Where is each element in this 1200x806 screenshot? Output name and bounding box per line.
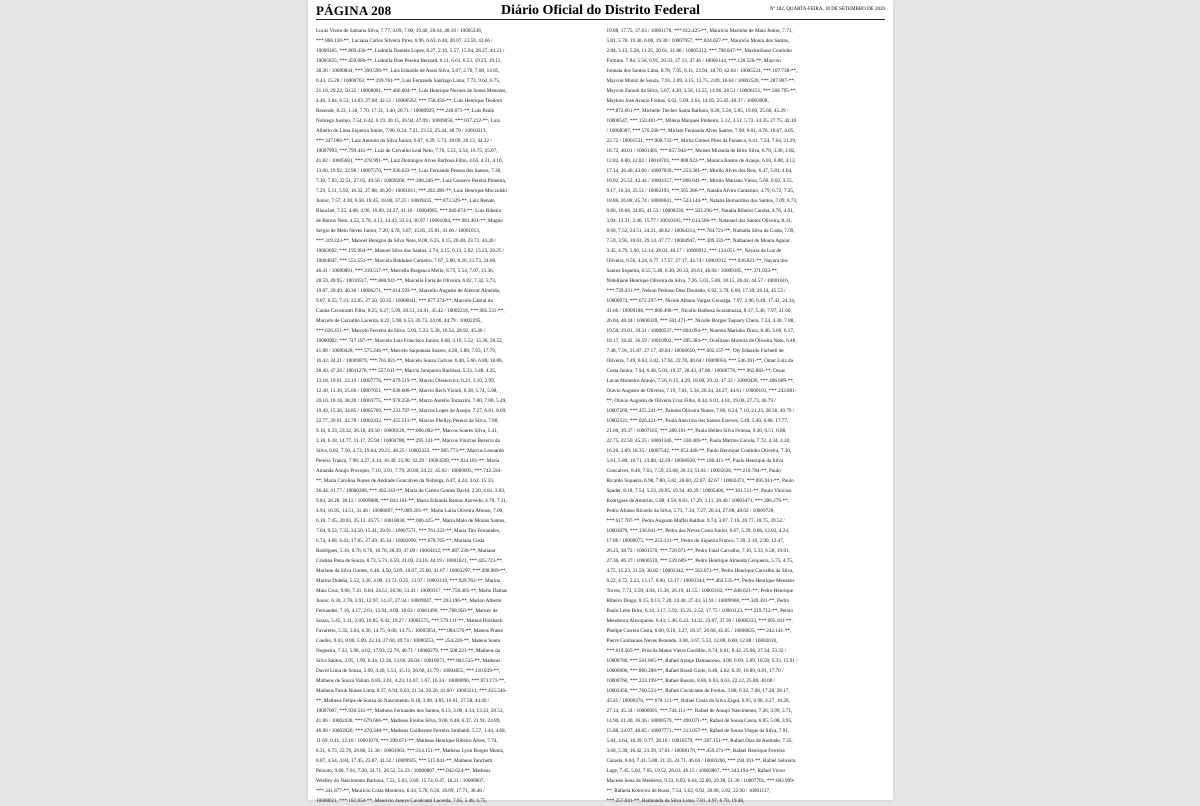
text-line: 3.68, 5.39, 16.42, 21.39, 37.81 / 10008176, ***.459.271-**, Rafael Henrique Ferreira [606, 748, 785, 754]
text-line: Phelipe Correia Costa, 6.00, 9.10, 3.27, 18.37, 26.68, 45.05 / 10008825, ***.242.141-**, [606, 628, 792, 634]
text-line: 7.30, 7.83, 22.51, 27.05, 49.56 / 10009260, ***.208.246-**, Luiz Gustavo Pereira Pimenta, [316, 178, 507, 184]
text-line: 19.87, 20.49, 40.36 / 10006271, ***.614.593-**, Marcello Augusto de Alencar Almeida, [316, 288, 501, 294]
text-line: Jonnata dos Santos Lima, 8.78, 7.05, 8.11, 23.94, 18.70, 42.64 / 10005524, ***.107.738-**, [606, 68, 798, 74]
text-line: Nobrega Justino, 7.54, 6.42, 6.19, 20.15, 26.94, 47.09 / 10009058, ***.037.212-**, Luiz [316, 118, 501, 124]
text-line: 17.14, 26.46, 43.60 / 10007039, ***.253.381-**, Murilo Alves dos Reis, 6.47, 5.81, 4.64, [606, 168, 793, 174]
text-line: 22.72 / 10001531, ***.908.733-**, Mirna Gomes Pires da Fonseca, 6.41, 7.24, 7.64, 21.29, [606, 138, 797, 144]
text-line: 10007007, ***.930.541-**, Matheus Fernandes dos Santos, 6.13, 3.06, 4.14, 13.33, 28.53, [316, 708, 504, 714]
text-line: Maycon Zanoni da Silva, 5.67, 4.30, 3.58, 13.55, 14.96, 28.51 / 10006151, ***.568.795-**, [606, 88, 797, 94]
text-line: 10006974, ***.672.297-**, Nicole Albano Vargas Gonzaga, 7.97, 2.96, 6.49, 17.42, 24.24, [606, 298, 796, 304]
text-line: ***.347.086-**, Luiz Antonio da Silva Junior, 6.07, 6.29, 5.73, 18.09, 26.13, 44.22 / [316, 138, 492, 144]
text-line: Maykon Jose Araujo Freitas, 6.62, 5.69, 2.64, 14.95, 25.42, 40.37 / 10003008, [606, 98, 769, 104]
text-line: 22.77, 20.01, 42.78 / 10002432, ***.455.511-**, Marcos Phellyp Pereira da Silva, 7.80, [316, 418, 499, 424]
text-line: 28.40, 47.26 / 10011270, ***.557.611-**, Marcio Junqueira Buritisal, 5.33, 3.48, 4.35, [316, 368, 497, 374]
text-line: Torres, 7.73, 3.59, 4.04, 15.36, 26.19, 41.55 / 10003162, ***.848.621-**, Pedro Henrique [606, 588, 794, 594]
text-line: ***.319.223-**, Manoel Benigno da Silva Neto, 8.08, 6.25, 6.15, 20.48, 23.72, 44.20 / [316, 238, 497, 244]
text-line: Nidelliane Henrique Oliveira da Silva, 7.26, 5.03, 5.86, 18.15, 26.42, 44.57 / 10001616, [606, 278, 790, 284]
text-line: 26.25, 38.72 / 10001570, ***.728.071-**, Pedro Faial Carvalho, 7.10, 5.33, 6.58, 19.01, [606, 548, 790, 554]
text-line: 8.68, 7.52, 24.51, 24.31, 48.82 / 10004314, ***.784.721-**, Nathalia Silva da Costa, 7.09, [606, 228, 795, 234]
text-line: 46.80 / 10002020, ***.470.248-**, Matheus Guilherme Ferreira Smibaldi, 5.57, 1.44, 4.68, [316, 728, 506, 734]
text-line: 16.26, 2.09, 18.35 / 10007542, ***.052.446-**, Paulo Henrique Coutinho Oliveira, 7.30, [606, 448, 792, 454]
text-line: 0.43, 15.28 / 10000763, ***.399.761-**, Luis Fernando Santiago Lima, 7.73, 9.62, 6.75, [316, 78, 501, 84]
text-line: 6.18, 7.45, 20.63, 25.12, 45.75 / 10010838, ***.006.425-**, Maria Malu de Morais Santos, [316, 518, 506, 524]
text-line: Paulo Leite Brito, 6.14, 3.17, 5.92, 15.23, 2.52, 17.75 / 10001123, ***.219.712-**, Persio [606, 608, 794, 614]
text-line: 9.10, 6.33, 23.32, 26.18, 49.50 / 10000120, ***.006.082-**, Marcos Soares Silva, 5.41, [316, 428, 498, 434]
text-line: 41.82 / 10005681, ***.478.991-**, Luiz Domingos Alves Barbosa Filho, 4.65, 4.31, 4.10, [316, 158, 503, 164]
text-line: Mendonca Alexopulos, 6.43, 1.46, 6.43, 14.32, 23.07, 37.39 / 10006333, ***.095.181-**, [606, 618, 793, 624]
text-line: Ricardo Siqueira, 6.98, 7.80, 5.82, 20.60, 22.07, 42.67 / 10002473, ***.095.911-**, Paulo [606, 478, 794, 484]
text-line: Maycon Muniz de Souza, 7.91, 2.69, 3.15, 13.75, 2.89, 16.64 / 10002520, ***.287.887-**, [606, 78, 796, 84]
text-line: 10007269, ***.455.241-**, Paloma Oliveira Nunes, 7.89, 6.24, 7.10, 21.23, 28.56, 49.79 / [606, 408, 795, 414]
text-line: Rezende, 8.23, 1.38, 7.70, 17.31, 3.40, 20.71 / 10000929, ***.240.671-**, Luis Paulo [316, 108, 495, 114]
text-line: Marina Duleba, 5.52, 3.30, 4.90, 13.72, 0.25, 13.97 / 10003119, ***.929.762-**, Marina [316, 578, 501, 584]
text-line: 10008786, ***.501.065-**, Rafael Araujo Damasceno, 4.00, 0.69, 5.89, 10.58, 5.33, 15.91 / [606, 658, 798, 664]
text-line: 11.69, 0.41, 12.10 / 10001070, ***.390.671-**, Matheus Henrique Ribeiro Alves, 7.74, [316, 738, 498, 744]
text-line: Santos Siqueira, 8.55, 5.48, 6.30, 20.33, 26.61, 46.94 / 10009185, ***.371.933-**, [606, 268, 779, 274]
text-line: David Lima de Souza, 5.09, 4.49, 5.53, 15.11, 26.68, 41.79 / 10004055, ***.110.839-**, [316, 668, 501, 674]
text-line: ***.617.707-**, Pedro Augusto Maffei Balthar, 9.74, 3.87, 7.16, 20.77, 18.75, 39.52 / [606, 518, 785, 524]
text-line: 10004047, ***.551.551-**, Marcela Balduino Carneiro, 7.67, 5.80, 8.26, 21.73, 24.68, [316, 258, 497, 264]
text-line: 10003079, ***.136.041-**, Pedro das Neves Costa Junior, 6.67, 5.29, 0.86, 12.82, 4.24, [606, 528, 790, 534]
text-line: 12.82, 0.00, 12.82 / 10010703, ***.888.922-**, Monica Bastos de Araujo, 6.93, 6.08, 4.13, [606, 158, 796, 164]
text-line: ***.619.565-**, Priscila Matos Vieira Gordilho, 8.74, 8.81, 8.43, 25.98, 27.34, 53.32 / [606, 648, 787, 654]
text-line: 10008021, ***.182.854-**, Mauricio Janeys Cavalcanti Lacerda, 7.65, 5.48, 6.75, [316, 798, 487, 804]
text-line: Weslley do Nascimento Barbosa, 7.51, 5.63, 2.60, 15.74, 0.47, 16.21 / 10008007, [316, 778, 485, 784]
text-line: 4.94, 16.95, 14.51, 31.46 / 10008687, ***.089.201-**, Maria Luisa Oliveira Afonso, 7.00, [316, 508, 504, 514]
text-line: 16.42, 34.21 / 10009879, ***.761.821-**, Marcelo Souza Galvao, 6.40, 5.66, 6.80, 18.86, [316, 358, 503, 364]
text-line: Caixeta, 8.04, 7.41, 5.88, 21.33, 24.71, 46.04 / 10003200, ***.194.101-**, Rafael Sobreira [606, 758, 796, 764]
text-line: 41.66 / 10009188, ***.806.498-**, Nicollo Barbosa Scaramuzza, 8.17, 5.46, 7.97, 21.60, [606, 308, 792, 314]
issue-info: Nº 182, QUARTA-FEIRA, 30 DE SETEMBRO DE 2020 [769, 7, 885, 12]
text-line: 6.22, 4.72, 2.23, 13.17, 0.00, 13.17 / 10003344, ***.462.535-**, Pedro Henrique Menezes [606, 578, 795, 584]
text-line: Fernandes, 7.16, 4.17, 2.61, 13.94, 4.69, 18.63 / 10001490, ***.788.950-**, Marney de [316, 608, 498, 614]
text-line: Oliveira, 7.49, 6.63, 3.82, 17.94, 22.70, 40.64 / 10009056, ***.546.391-**, Omar Luiz da [606, 358, 793, 364]
text-line: 3.45, 4.79, 3.90, 12.14, 28.03, 40.17 / 10000912, ***.134.051-**, Nayara da Luz de [606, 248, 782, 254]
text-line: Mariane da Silva Gomes, 6.48, 4.50, 5.09, 16.07, 25.60, 41.67 / 10003297, ***.498.969-**, [316, 568, 507, 574]
text-line: 7.29, 5.11, 5.92, 18.32, 27.88, 46.20 / 10001811, ***.202.490-**, Luiz Henrique Moczulski [316, 188, 507, 194]
text-line: Silva, 6.82, 7.50, 4.72, 19.04, 29.21, 48.25 / 10003323, ***.985.773-**, Marcus Leonardo [316, 448, 505, 454]
text-line: 17.06 / 10000075, ***.253.131-**, Pedro de Siqueira Franco, 7.39, 2.18, 2.90, 12.47, [606, 538, 785, 544]
document-page [308, 0, 893, 804]
text-line: 10000606, ***.860.288-**, Rafael Brasil Giolo, 6.48, 4.02, 6.39, 16.89, 0.81, 17.70 / [606, 668, 784, 674]
text-line: 14.96, 21.40, 36.36 / 10000579, ***.490.071-**, Rafael de Sousa Costa, 6.85, 5.08, 3.95, [606, 718, 793, 724]
text-line: Junior, 6.30, 2.76, 3.91, 12.97, 14.37, 27.34 / 10009947, ***.393.196-**, Marlon Alberto [316, 598, 502, 604]
text-line: Ribeiro Diogo, 8.15, 9.13, 7.20, 24.48, 27.43, 51.91 / 10009968, ***.349.381-**, Pedro [606, 598, 790, 604]
text-line: Maia Cruz, 9.06, 7.41, 8.04, 24.51, 26.90, 51.41 / 10009317, ***.758.405-**, Mario Damas [316, 588, 508, 594]
text-line: 2.84, 3.13, 5.28, 11.25, 20.61, 31.86 / 10005312, ***.798.847-**, Maximiliano Coutinho [606, 48, 792, 54]
text-line: Spader, 8.18, 7.54, 5.23, 20.95, 19.34, 40.29 / 10005406, ***.101.511-**, Paulo Vinicius [606, 488, 792, 494]
text-line: Silva Santos, 3.95, 1.99, 6.44, 12.38, 13.66, 26.04 / 10010671, ***.802.535-**, Matheus [316, 658, 501, 664]
text-line: Rodrigues, 5.16, 6.76, 6.78, 18.70, 28.39, 47.09 / 10004412, ***.887.236-**, Mariane [316, 548, 496, 554]
text-line: 0.86, 16.68, 24.85, 41.53 / 10000336, ***.583.296-**, Natalia Ribeiro Caroba, 4.76, 4.61, [606, 208, 794, 214]
text-line: 10002458, ***.760.533-**, Rafael Cavalcante de Freitas, 3.88, 6.32, 7.08, 17.28, 28.17, [606, 688, 790, 694]
text-line: ***.739.431-**, Nelson Pedroso Dias Dourado, 6.92, 3.79, 6.68, 17.39, 28.14, 45.53 / [606, 288, 786, 294]
text-line: **, Rafaela Kotovicz de Rossi, 7.54, 5.62, 6.92, 20.08, 2.82, 22.90 / 10001117, [606, 788, 771, 794]
text-line: ***.626.451-**, Marcelo Ferreira da Silva, 5.93, 5.23, 5.38, 16.54, 28.92, 45.46 / [316, 328, 486, 334]
text-line: Blanchet, 7.25, 4.68, 4.96, 16.89, 24.27, 41.16 / 10004905, ***.940.874-**, Luiz Ribeiro [316, 208, 502, 214]
text-line: de Barros Neto, 4.52, 5.78, 4.13, 14.43, 22.54, 36.97 / 10001084, ***.981.401-**, Magno [316, 218, 503, 224]
text-line: 7.48, 7.91, 21.87, 27.17, 49.04 / 10006650, ***.602.157-**, Oly Eduardo Fachetti de [606, 348, 784, 354]
text-line: Nogueira, 7.33, 5.98, 4.62, 17.93, 22.78, 40.71 / 10000279, ***.508.221-**, Matheus da [316, 648, 500, 654]
text-line: 18.86, 26.88, 45.74 / 10008641, ***.523.144-**, Natalia Bernardino dos Santos, 7.09, 8.73, [606, 198, 798, 204]
text-line: Pierre Guimaraes Neves Rezende, 3.68, 3.67, 5.53, 12.88, 0.00, 12.88 / 10002610, [606, 638, 778, 644]
text-line: Favaretto, 5.35, 3.04, 6.36, 14.75, 0.00, 14.75 / 10005854, ***.084.576-**, Mateus Prates [316, 628, 503, 634]
text-line: Amanda Araujo Procopio, 7.10, 3.91, 7.79, 20.80, 24.22, 45.02 / 10009695, ***.742.594- [316, 468, 502, 474]
text-line: 19.49, 15.36, 34.85 / 10005709, ***.233.797-**, Marcos Lopes de Araujo, 7.27, 6.81, 8.69, [316, 408, 507, 414]
page-number: PÁGINA 208 [316, 3, 392, 18]
text-line: 3.94, 13.31, 2.46, 15.77 / 10010185, ***.614.566-**, Natanael dos Santos Oliveira, 8.31, [606, 218, 792, 224]
text-line: Costa Junior, 7.94, 6.40, 5.03, 19.37, 28.43, 47.80 / 10006778, ***.062.883-**, Oscar [606, 368, 786, 374]
text-line: Lucas Vieira de Santana Silva, 7.77, 4.69, 7.00, 19.46, 28.64, 48.10 / 10005338, [316, 28, 483, 34]
publication-title: Diário Oficial do Distrito Federal [500, 3, 701, 18]
text-line: 28.59, 49.95 / 10010517, ***.800.941-**, Marcello Faria de Oliveira, 6.82, 7.32, 5.73, [316, 278, 497, 284]
text-line: Macedo Sena de Medeiros, 9.33, 6.03, 6.64, 22.00, 29.38, 51.30 / 10007701, ***.683.999- [606, 778, 795, 784]
text-line: Peixoto, 9.60, 7.81, 7.30, 24.71, 26.52, 51.23 / 10000887, ***.042.624-**, Matheus [316, 768, 491, 774]
text-line: 20.10, 18.18, 38.28 / 10003775, ***.978.258-**, Marco Aurelio Tomazini, 7.00, 7.00, 5.49, [316, 398, 507, 404]
text-line: 5.61, 5.80, 18.71, 23.88, 42.59 / 10006928, ***.186.411-**, Paulo Henrique da Silva [606, 458, 784, 464]
page-body [316, 26, 885, 804]
text-line: 4.75, 15.23, 21.59, 36.82 / 10001342, ***.563.071-**, Pedro Henrique Carvalho da Silva, [606, 568, 794, 574]
text-line: 12.30, 13.36, 25.66 / 10007051, ***.038.600-**, Marcio Rech Vizioli, 8.38, 5.74, 5.98, [316, 388, 498, 394]
text-line: **, Maria Carolina Nunes de Andrade Goncalves da Nobrega, 6.47, 4.24, 4.62, 15.33, [316, 478, 495, 484]
text-line: 26.44, 41.77 / 10000288, ***.402.343-**, Maria do Carmo Gomes David, 2.20, 4.81, 2.83, [316, 488, 506, 494]
text-line: **, Otavio Augusto de Oliveira Cruz Filho, 8.44, 6.01, 4.61, 19.06, 27.73, 46.79 / [606, 398, 776, 404]
text-line: ***.872.661-**, Michelle Tiecher Santa Barbara, 8.28, 5.56, 5.85, 19.69, 25.60, 45.29 / [606, 108, 789, 114]
text-line: 3.18, 6.18, 14.77, 11.17, 25.94 / 10004788, ***.295.141-**, Marcos Vinicius Bezerra da [316, 438, 500, 444]
text-line: 41.88 / 10000428, ***.575.246-**, Marcelo Saquanaia Soares, 4.28, 5.88, 7.63, 17.79, [316, 348, 497, 354]
text-line: 10008547, ***.150.461-**, Milena Marques Pinheiro, 5.12, 3.51, 5.72, 14.35, 27.75, 42.10 [606, 118, 797, 124]
text-line: 21.10, 29.22, 50.32 / 10008001, ***.466.004-**, Luis Henrique Novaes de Sousa Menezes, [316, 88, 507, 94]
text-line: Souza, 5.45, 3.31, 2.09, 10.85, 8.42, 19.27 / 10001575, ***.579.111-**, Mateus Holsbach [316, 618, 503, 624]
text-line: 5.84, 4.64, 18.39, 9.77, 28.16 / 10010579, ***.387.151-**, Rafael Dias de Andrade, 7.35, [606, 738, 793, 744]
text-line: Rodrigues de Amorim, 5.88, 4.58, 6.83, 17.29, 3.11, 20.40 / 10003471, ***.396.276-**, [606, 498, 790, 504]
text-line: Alberto de Lima Siqueira Junior, 7.90, 8.24, 7.21, 23.35, 25.44, 48.79 / 10010313, [316, 128, 487, 134]
text-line: 10003692, ***.195.904-**, Manoel Silva dos Santos, 2.74, 2.15, 0.13, 5.02, 15.23, 20.25 / [316, 248, 505, 254]
text-line: ***.257.041-**, Raimunda da Silva Lima, 7.81, 4.97, 6.70, 19.48, [606, 798, 745, 804]
text-line: Cunha Cavalcanti Filho, 8.25, 6.27, 5.99, 20.51, 24.91, 45.42 / 10002218, ***.985.531-**, [316, 308, 505, 314]
text-line: 9.84, 28.28, 38.12 / 10009080, ***.843.101-**, Maria Eduarda Ramos Azevedo, 4.70, 7.31, [316, 498, 508, 504]
text-line: 26.84, 48.44 / 10000328, ***.501.471-**, Nicolle Borges Taquary Chein, 7.24, 4.38, 7.88, [606, 318, 795, 324]
text-line: 46.41 / 10000891, ***.310.517-**, Marcella Braganca Mello, 8.75, 5.54, 7.07, 21.36, [316, 268, 495, 274]
text-line: Oliveira, 6.56, 4.24, 6.77, 17.57, 27.17, 44.74 / 10001912, ***.936.821-**, Nayara dos [606, 258, 788, 264]
text-line: Matheus de Souza Valiati, 6.83, 3.61, 4.23, 14.67, 1.67, 16.34 / 10000090, ***.873.171-**, [316, 678, 506, 684]
text-line: Pereira Tranca, 7.98, 4.27, 4.14, 16.39, 25.90, 42.29 / 10003509, ***.834.181-**, Maria [316, 458, 500, 464]
text-line: 7.59, 3.95, 18.63, 29.14, 47.77 / 10004947, ***.309.333-**, Nathaniel de Moura Aguiar, [606, 238, 791, 244]
text-line: 10008265, ***.869.436-**, Ludmila Daniele Lopes, 8.27, 2.10, 5.57, 15.94, 28.27, 44.21 / [316, 48, 505, 54]
text-line: 10007993, ***.799.441-**, Luiz de Carvalho Leal Neto, 7.70, 5.51, 3.54, 16.75, 25.07, [316, 148, 498, 154]
text-line: Otavio Augusto de Oliveira, 7.19, 7.81, 5.34, 20.34, 24.27, 44.61 / 10000101, ***.243.801- [606, 388, 797, 394]
text-line: 19.88, 17.75, 37.63 / 10001178, ***.612.425-**, Mauricio Marinho de Maia Junior, 7.71, [606, 28, 793, 34]
text-line: 21.60, 39.37 / 10007165, ***.380.181-**, Paula Hellen Silva Feitosa, 9.36, 6.51, 6.88, [606, 428, 787, 434]
text-line: ***.341.877-**, Mauricio Costa Monteiro, 6.34, 5.78, 6.56, 18.69, 17.71, 36.40 / [316, 788, 485, 794]
text-line: Sergio de Melo Neves Junior, 7.20, 4.78, 3.87, 15.85, 25.81, 41.66 / 10001013, [316, 228, 481, 234]
text-line: 13.18, 10.01, 23.19 / 10007776, ***.679.519-**, Marcio Oleskovicz, 6.21, 3.10, 2.99, [316, 378, 495, 384]
text-line: Lage, 7.45, 5.02, 7.05, 19.52, 26.63, 46.15 / 10003867, ***.343.194-**, Rafael Victor [606, 768, 786, 774]
text-line: 10005825, ***.459.086-**, Ludmila Dias Pereira Bernard, 6.11, 6.61, 6.53, 19.25, 19.11, [316, 58, 502, 64]
text-line: 9.17, 16.34, 25.51 / 10002193, ***.565.366-**, Natalia Alvim Cantarino, 4.79, 6.72, 7.35, [606, 188, 795, 194]
text-line: 5.81, 5.78, 19.30, 0.00, 19.30 / 10007957, ***.824.027-**, Mauricio Moura dos Santos, [606, 38, 790, 44]
text-line: Matheus Faruk Nunes Lima, 8.37, 6.94, 6.03, 21.34, 20.26, 41.60 / 10003211, ***.415.546- [316, 688, 507, 694]
text-line: 13.06, 19.92, 32.98 / 10007570, ***.936.622-**, Luiz Fernando Pessoa dos Santos, 7.38, [316, 168, 502, 174]
text-line: 22.75, 22.50, 45.25 / 10001346, ***.338.469-**, Paula Martins Cacola, 7.72, 4.34, 4.20, [606, 438, 791, 444]
text-line: Junior, 7.57, 4.30, 6.58, 18.45, 18.80, 37.25 / 10009435, ***.873.329-**, Luiz Renato [316, 198, 495, 204]
text-line: Lucas Monteiro Araujo, 7.56, 6.15, 4.29, 18.00, 29.32, 47.32 / 10000426, ***.406.689-**, [606, 378, 795, 384]
text-line: **, Matheus Felipe de Souza do Nascimento, 8.18, 3.90, 4.83, 16.91, 27.58, 44.49 / [316, 698, 490, 704]
text-column-right [606, 26, 886, 804]
text-line: ***.868.130-**, Luciana Carlos Silveira Pires, 6.96, 6.63, 6.48, 20.07, 23.59, 43.66 / [316, 38, 493, 44]
text-line: 18.72, 40.01 / 10001401, ***.857.944-**, Moises Miranda de Brito Silva, 6.70, 3.30, 2.82, [606, 148, 796, 154]
text-line: 4.46, 3.84, 6.53, 14.83, 27.68, 42.51 / 10006562, ***.758.456-**, Luis Henrique Teodoro [316, 98, 503, 104]
text-line: / 10008307, ***.570.566-**, Miriam Fernanda Alves Santos, 7.90, 6.01, 4.76, 18.67, 4.05, [606, 128, 795, 134]
text-column-left [316, 26, 595, 804]
text-line: 8.31, 6.73, 22.78, 28.80, 51.38 / 10001963, ***.314.151-**, Matheus Lyon Borges Muniz, [316, 748, 505, 754]
text-line: 10002521, ***.026.421-**, Paula Anecrina dos Santos Esteves, 5.49, 5.40, 6.88, 17.77, [606, 418, 789, 424]
text-line: 38.36 / 10000834, ***.390.596-**, Luis Eduardo de Assis Silva, 5.07, 2.70, 7.08, 14.85, [316, 68, 500, 74]
text-line: 9.07, 6.55, 7.23, 22.85, 27.50, 50.35 / 10006641, ***.877.374-**, Marcelo Cabral da [316, 298, 493, 304]
text-line: 15.88, 24.97, 40.85 / 10007771, ***.313.057-**, Rafael de Sousa Vargas da Silva, 7.91, [606, 728, 790, 734]
text-line: Marcelo de Carvalho Lacerda, 8.22, 5.98, 6.53, 20.73, 24.06, 44.79 / 10002295, [316, 318, 482, 324]
text-line: 8.07, 4.54, 4.84, 17.45, 23.87, 41.32 / 10009925, ***.515.041-**, Matheus Tanchetti [316, 758, 493, 764]
text-line: 10000760, ***.223.199-**, Rafael Busato, 8.86, 6.63, 6.63, 22.12, 25.88, 48.00 / [606, 678, 776, 684]
text-line: 19.50, 19.81, 39.31 / 10000537, ***.804.094-**, Noemia Marinho Diniz, 8.40, 3.60, 6.17, [606, 328, 795, 334]
text-line: 10000902, ***.747.187-**, Marcelo Luis Francisco Junior, 6.68, 3.16, 5.52, 15.36, 26.52, [316, 338, 503, 344]
text-line: 41.86 / 10002438, ***.679.666-**, Matheus Freitas Silva, 9.06, 6.48, 6.37, 21.91, 24.89, [316, 718, 501, 724]
text-line: Coelho, 9.03, 8.00, 5.09, 22.14, 27.60, 49.74 / 10000253, ***.254.226-**, Mateus Souto [316, 638, 501, 644]
text-line: Cristina Pena de Souza, 8.73, 5.71, 6.59, 21.03, 23.16, 44.19 / 10001621, ***.425.723-**, [316, 558, 504, 564]
text-line: Goncalves, 8.46, 7.63, 7.59, 23.68, 28.13, 51.81 / 10005636, ***.210.784-**, Paulo [606, 468, 781, 474]
text-line: 7.64, 9.53, 7.33, 24.50, 15.41, 39.91 / 10007571, ***.761.322-**, Maria Tito Fernandes, [316, 528, 501, 534]
text-line: 18.17, 18.42, 36.59 / 10010902, ***.495.384-**, Ocelliano Moreira de Oliveira Neto, 6.48, [606, 338, 797, 344]
text-line: 27.36, 46.37 / 10000510, ***.539.689-**, Pedro Henrique Almeida Cerqueira, 5.73, 4.75, [606, 558, 794, 564]
text-line: Firmino, 7.84, 5.58, 6.91, 20.33, 27.13, 47.46 / 10006144, ***.128.526-**, Maycon [606, 58, 781, 64]
text-line: 27.14, 45.34 / 10006091, ***.744.111-**, Rafael de Araujo Nascimento, 7.26, 3.99, 3.71, [606, 708, 793, 714]
text-line: 45.45 / 10000376, ***.678.121-**, Rafael Costa da Silva Zagui, 6.95, 6.98, 4.27, 18.20, [606, 698, 790, 704]
text-line: Pedro Afonso Ricardo da Silva, 5.73, 7.34, 7.27, 20.34, 27.68, 48.02 / 10009728, [606, 508, 775, 514]
page-header [316, 3, 885, 20]
text-line: 16.92, 25.52, 42.44 / 10004157, ***.860.641-**, Murilo Mariano Vieira, 5.60, 0.02, 3.55, [606, 178, 793, 184]
text-line: 6.74, 4.68, 6.43, 17.85, 27.49, 45.34 / 10002096, ***.678.765-**, Mariana Costa [316, 538, 485, 544]
